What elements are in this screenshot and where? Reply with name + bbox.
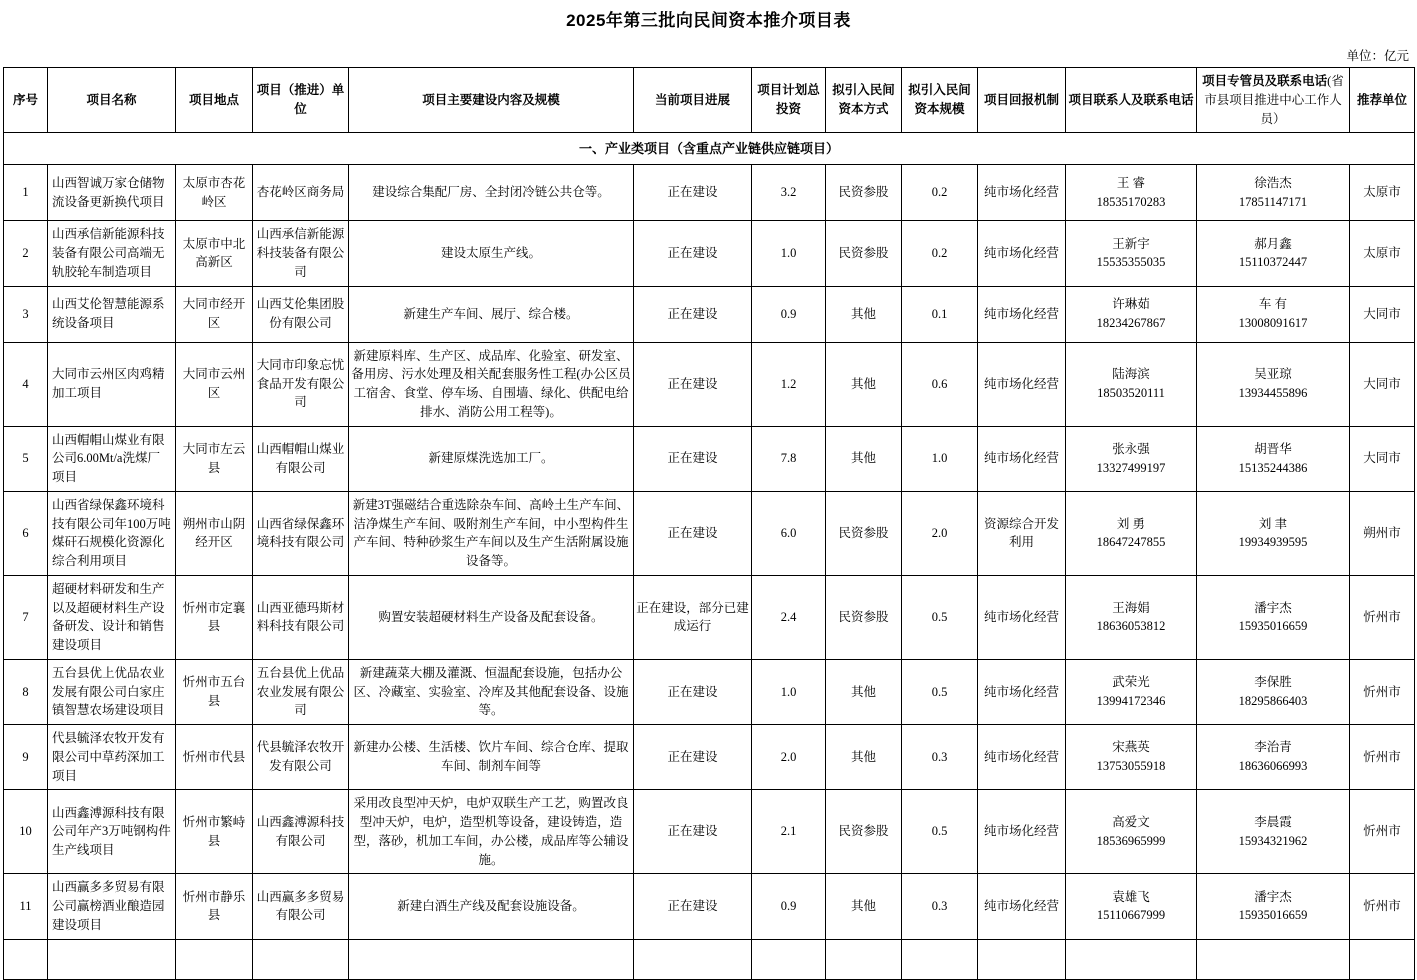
cell-unit: 山西省绿保鑫环境科技有限公司 <box>253 491 349 575</box>
cell-investment: 7.8 <box>752 426 826 491</box>
manager-phone: 13934455896 <box>1238 386 1308 400</box>
cell-unit: 山西鑫溥源科技有限公司 <box>253 790 349 874</box>
cell-contact <box>1066 426 1197 491</box>
cell-progress: 正在建设 <box>634 659 752 724</box>
unit-note: 单位：亿元 <box>1346 49 1409 63</box>
cell-progress: 正在建设 <box>634 221 752 286</box>
cell-contact <box>1066 165 1197 221</box>
cell-recommender: 忻州市 <box>1350 575 1415 659</box>
table-row <box>4 286 1415 342</box>
cell-location: 太原市杏花岭区 <box>176 165 253 221</box>
cell-progress: 正在建设 <box>634 790 752 874</box>
cell-location: 忻州市静乐县 <box>176 874 253 939</box>
manager-name: 徐浩杰 <box>1254 176 1292 190</box>
header-content: 项目主要建设内容及规模 <box>349 68 634 133</box>
manager-name: 车 有 <box>1258 297 1288 312</box>
cell-manager <box>1197 790 1350 874</box>
contact-name: 许琳茹 <box>1112 297 1150 312</box>
cell-no: 8 <box>4 659 48 724</box>
cell-name: 山西智诚万家仓储物流设备更新换代项目 <box>48 165 176 221</box>
cell-capital-scale: 0.1 <box>902 286 978 342</box>
cell-contact <box>1066 491 1197 575</box>
contact-name: 王 睿 <box>1116 176 1146 190</box>
cell-progress: 正在建设 <box>634 165 752 221</box>
cell-empty <box>634 939 752 979</box>
cell-name: 山西省绿保鑫环境科技有限公司年100万吨煤矸石规模化资源化综合利用项目 <box>48 491 176 575</box>
cell-unit: 山西承信新能源科技装备有限公司 <box>253 221 349 286</box>
cell-progress: 正在建设 <box>634 874 752 939</box>
cell-return-mechanism: 纯市场化经营 <box>978 165 1066 221</box>
cell-no: 5 <box>4 426 48 491</box>
cell-investment: 2.1 <box>752 790 826 874</box>
contact-phone: 18234267867 <box>1096 316 1166 330</box>
header-project-name: 项目名称 <box>48 68 176 133</box>
cell-recommender: 大同市 <box>1350 286 1415 342</box>
contact-name: 高爱文 <box>1112 815 1150 829</box>
manager-phone: 18636066993 <box>1238 759 1308 774</box>
cell-manager <box>1197 426 1350 491</box>
cell-capital-scale: 0.5 <box>902 790 978 874</box>
manager-phone: 15110372447 <box>1238 255 1308 270</box>
cell-return-mechanism: 纯市场化经营 <box>978 725 1066 790</box>
cell-location: 大同市左云县 <box>176 426 253 491</box>
cell-content: 新建蔬菜大棚及灌溉、恒温配套设施，包括办公区、冷藏室、实验室、冷库及其他配套设备、设施等。 <box>349 659 634 724</box>
cell-content: 新建原煤洗选加工厂。 <box>349 426 634 491</box>
cell-recommender: 太原市 <box>1350 165 1415 221</box>
table-row <box>4 165 1415 221</box>
contact-phone: 18535170283 <box>1096 194 1166 209</box>
cell-return-mechanism: 纯市场化经营 <box>978 575 1066 659</box>
cell-name: 山西艾伦智慧能源系统设备项目 <box>48 286 176 342</box>
cell-empty <box>1350 939 1415 979</box>
table-row <box>4 491 1415 575</box>
cell-content: 建设太原生产线。 <box>349 221 634 286</box>
cell-manager <box>1197 874 1350 939</box>
manager-phone: 19934939595 <box>1238 535 1308 550</box>
cell-capital-mode: 民资参股 <box>826 790 902 874</box>
manager-name: 李治青 <box>1254 740 1292 755</box>
cell-investment: 3.2 <box>752 165 826 221</box>
cell-investment: 1.2 <box>752 342 826 426</box>
cell-manager <box>1197 165 1350 221</box>
cell-capital-mode: 其他 <box>826 874 902 939</box>
cell-capital-mode: 民资参股 <box>826 221 902 286</box>
cell-unit: 杏花岭区商务局 <box>253 165 349 221</box>
cell-content: 新建生产车间、展厅、综合楼。 <box>349 286 634 342</box>
contact-phone: 13994172346 <box>1096 693 1166 708</box>
cell-unit: 大同市印象忘忧食品开发有限公司 <box>253 342 349 426</box>
header-no: 序号 <box>4 68 48 133</box>
cell-empty <box>349 939 634 979</box>
contact-name: 张永强 <box>1112 441 1150 456</box>
cell-progress: 正在建设 <box>634 725 752 790</box>
section-title: 一、产业类项目（含重点产业链供应链项目） <box>4 133 1415 165</box>
cell-content: 新建原料库、生产区、成品库、化验室、研发室、备用房、污水处理及相关配套服务性工程(办公区员工宿舍、食堂、停车场、自围墙、绿化、供配电给排水、消防公用工程等)。 <box>349 342 634 426</box>
contact-name: 陆海滨 <box>1112 367 1150 382</box>
page-title: 2025年第三批向民间资本推介项目表 <box>566 11 851 30</box>
cell-capital-scale: 0.5 <box>902 575 978 659</box>
contact-phone: 13753055918 <box>1096 759 1166 774</box>
cell-return-mechanism: 纯市场化经营 <box>978 286 1066 342</box>
manager-name: 潘宇杰 <box>1254 889 1292 904</box>
cell-investment: 6.0 <box>752 491 826 575</box>
cell-empty <box>176 939 253 979</box>
cell-return-mechanism: 纯市场化经营 <box>978 426 1066 491</box>
cell-name: 大同市云州区肉鸡精加工项目 <box>48 342 176 426</box>
cell-capital-scale: 0.3 <box>902 874 978 939</box>
cell-capital-mode: 其他 <box>826 659 902 724</box>
cell-capital-mode: 民资参股 <box>826 575 902 659</box>
cell-empty <box>752 939 826 979</box>
contact-name: 宋燕英 <box>1112 740 1150 755</box>
cell-location: 忻州市定襄县 <box>176 575 253 659</box>
manager-name: 李晨霞 <box>1254 815 1292 829</box>
cell-capital-mode: 其他 <box>826 426 902 491</box>
cell-empty <box>1066 939 1197 979</box>
table-header <box>4 68 1415 133</box>
contact-phone: 13327499197 <box>1096 460 1166 475</box>
projects-table <box>3 67 1415 980</box>
header-capital-mode: 拟引入民间资本方式 <box>826 68 902 133</box>
cell-investment: 2.0 <box>752 725 826 790</box>
cell-no: 10 <box>4 790 48 874</box>
cell-progress: 正在建设 <box>634 491 752 575</box>
cell-capital-mode: 其他 <box>826 342 902 426</box>
header-manager-note: (省市县项目推进中心工作人员） <box>1204 74 1344 126</box>
cell-contact <box>1066 342 1197 426</box>
cell-capital-scale: 0.6 <box>902 342 978 426</box>
cell-investment: 0.9 <box>752 874 826 939</box>
cell-content: 采用改良型冲天炉，电炉双联生产工艺，购置改良型冲天炉，电炉，造型机等设备，建设铸造，造型，落砂，机加工车间，办公楼，成品库等公辅设施。 <box>349 790 634 874</box>
contact-name: 王新宇 <box>1112 236 1150 251</box>
cell-recommender: 大同市 <box>1350 426 1415 491</box>
cell-recommender: 忻州市 <box>1350 874 1415 939</box>
cell-capital-scale: 2.0 <box>902 491 978 575</box>
section-row <box>4 133 1415 165</box>
contact-phone: 15110667999 <box>1096 908 1166 923</box>
cell-recommender: 大同市 <box>1350 342 1415 426</box>
cell-content: 建设综合集配厂房、全封闭冷链公共仓等。 <box>349 165 634 221</box>
cell-name: 山西赢多多贸易有限公司赢榜酒业酿造园建设项目 <box>48 874 176 939</box>
cell-return-mechanism: 纯市场化经营 <box>978 874 1066 939</box>
header-capital-scale: 拟引入民间资本规模 <box>902 68 978 133</box>
cell-capital-scale: 0.2 <box>902 221 978 286</box>
cell-unit: 山西帽帽山煤业有限公司 <box>253 426 349 491</box>
cell-empty <box>4 939 48 979</box>
cell-capital-mode: 民资参股 <box>826 165 902 221</box>
cell-capital-mode: 其他 <box>826 286 902 342</box>
header-contact: 项目联系人及联系电话 <box>1066 68 1197 133</box>
cell-no: 1 <box>4 165 48 221</box>
cell-unit: 代县毓泽农牧开发有限公司 <box>253 725 349 790</box>
contact-phone: 15535355035 <box>1096 255 1166 270</box>
cell-investment: 2.4 <box>752 575 826 659</box>
table-row <box>4 575 1415 659</box>
cell-recommender: 忻州市 <box>1350 790 1415 874</box>
header-manager <box>1197 68 1350 133</box>
cell-recommender: 朔州市 <box>1350 491 1415 575</box>
cell-return-mechanism: 资源综合开发利用 <box>978 491 1066 575</box>
manager-phone: 15935016659 <box>1238 908 1308 923</box>
table-row <box>4 342 1415 426</box>
contact-name: 刘 勇 <box>1116 516 1146 531</box>
cell-progress: 正在建设 <box>634 342 752 426</box>
cell-empty <box>48 939 176 979</box>
cell-contact <box>1066 221 1197 286</box>
cell-unit: 山西亚德玛斯材料科技有限公司 <box>253 575 349 659</box>
contact-phone: 18636053812 <box>1096 619 1166 634</box>
cell-manager <box>1197 342 1350 426</box>
cell-no: 9 <box>4 725 48 790</box>
cell-unit: 山西赢多多贸易有限公司 <box>253 874 349 939</box>
cell-unit: 五台县优上优品农业发展有限公司 <box>253 659 349 724</box>
cell-capital-scale: 0.5 <box>902 659 978 724</box>
cell-empty <box>1197 939 1350 979</box>
cell-recommender: 太原市 <box>1350 221 1415 286</box>
cell-manager <box>1197 659 1350 724</box>
cell-investment: 0.9 <box>752 286 826 342</box>
cell-capital-mode: 民资参股 <box>826 491 902 575</box>
cell-name: 山西鑫溥源科技有限公司年产3万吨钢构件生产线项目 <box>48 790 176 874</box>
manager-phone: 15135244386 <box>1238 460 1308 475</box>
cell-name: 山西承信新能源科技装备有限公司高端无轨胶轮车制造项目 <box>48 221 176 286</box>
cell-location: 大同市经开区 <box>176 286 253 342</box>
cell-contact <box>1066 874 1197 939</box>
cell-manager <box>1197 575 1350 659</box>
contact-name: 王海娟 <box>1112 600 1150 615</box>
cell-name: 山西帽帽山煤业有限公司6.00Mt/a洗煤厂项目 <box>48 426 176 491</box>
table-body <box>4 133 1415 979</box>
cell-manager <box>1197 491 1350 575</box>
cell-location: 忻州市繁峙县 <box>176 790 253 874</box>
header-unit: 项目（推进）单位 <box>253 68 349 133</box>
contact-phone: 18647247855 <box>1096 535 1166 550</box>
cell-no: 4 <box>4 342 48 426</box>
cell-return-mechanism: 纯市场化经营 <box>978 342 1066 426</box>
cell-content: 新建办公楼、生活楼、饮片车间、综合仓库、提取车间、制剂车间等 <box>349 725 634 790</box>
table-row <box>4 426 1415 491</box>
contact-phone: 18536965999 <box>1096 833 1166 848</box>
cell-capital-scale: 0.2 <box>902 165 978 221</box>
manager-phone: 17851147171 <box>1238 194 1308 209</box>
header-progress: 当前项目进展 <box>634 68 752 133</box>
cell-content: 购置安装超硬材料生产设备及配套设备。 <box>349 575 634 659</box>
cell-return-mechanism: 纯市场化经营 <box>978 790 1066 874</box>
cell-no: 3 <box>4 286 48 342</box>
cell-progress: 正在建设 <box>634 286 752 342</box>
cell-contact <box>1066 575 1197 659</box>
cell-empty <box>902 939 978 979</box>
table-row <box>4 659 1415 724</box>
manager-name: 吴亚琼 <box>1254 367 1292 382</box>
cell-empty <box>978 939 1066 979</box>
cell-name: 五台县优上优品农业发展有限公司白家庄镇智慧农场建设项目 <box>48 659 176 724</box>
contact-name: 袁雄飞 <box>1112 889 1150 904</box>
manager-phone: 13008091617 <box>1238 316 1308 330</box>
cell-location: 太原市中北高新区 <box>176 221 253 286</box>
cell-no: 6 <box>4 491 48 575</box>
cell-location: 朔州市山阴经开区 <box>176 491 253 575</box>
contact-name: 武荣光 <box>1112 675 1150 690</box>
cell-name: 超硬材料研发和生产以及超硬材料生产设备研发、设计和销售建设项目 <box>48 575 176 659</box>
cell-content: 新建白酒生产线及配套设施设备。 <box>349 874 634 939</box>
cell-return-mechanism: 纯市场化经营 <box>978 221 1066 286</box>
manager-phone: 18295866403 <box>1238 693 1308 708</box>
cell-no: 7 <box>4 575 48 659</box>
header-investment: 项目计划总投资 <box>752 68 826 133</box>
cell-manager <box>1197 221 1350 286</box>
cell-empty <box>826 939 902 979</box>
cell-contact <box>1066 659 1197 724</box>
header-manager-label: 项目专管员及联系电话 <box>1202 74 1328 88</box>
table-row <box>4 790 1415 874</box>
cell-progress: 正在建设 <box>634 426 752 491</box>
cell-recommender: 忻州市 <box>1350 725 1415 790</box>
header-row <box>4 68 1415 133</box>
cell-no: 11 <box>4 874 48 939</box>
table-row <box>4 221 1415 286</box>
cell-investment: 1.0 <box>752 221 826 286</box>
cell-contact <box>1066 790 1197 874</box>
cell-contact <box>1066 286 1197 342</box>
cell-investment: 1.0 <box>752 659 826 724</box>
cell-return-mechanism: 纯市场化经营 <box>978 659 1066 724</box>
table-row <box>4 725 1415 790</box>
cell-manager <box>1197 286 1350 342</box>
manager-name: 郝月鑫 <box>1254 236 1292 251</box>
manager-name: 胡晋华 <box>1254 441 1292 456</box>
header-recommender: 推荐单位 <box>1350 68 1415 133</box>
cell-location: 忻州市五台县 <box>176 659 253 724</box>
cell-manager <box>1197 725 1350 790</box>
manager-name: 李保胜 <box>1254 675 1292 690</box>
cell-capital-scale: 0.3 <box>902 725 978 790</box>
cell-progress: 正在建设，部分已建成运行 <box>634 575 752 659</box>
manager-name: 刘 聿 <box>1258 516 1288 531</box>
cell-no: 2 <box>4 221 48 286</box>
table-row <box>4 874 1415 939</box>
cell-location: 忻州市代县 <box>176 725 253 790</box>
cell-capital-mode: 其他 <box>826 725 902 790</box>
cell-location: 大同市云州区 <box>176 342 253 426</box>
contact-phone: 18503520111 <box>1097 386 1165 400</box>
cell-contact <box>1066 725 1197 790</box>
manager-phone: 15935016659 <box>1238 619 1308 634</box>
cell-recommender: 忻州市 <box>1350 659 1415 724</box>
header-return-mechanism: 项目回报机制 <box>978 68 1066 133</box>
cell-unit: 山西艾伦集团股份有限公司 <box>253 286 349 342</box>
cell-content: 新建3T强磁结合重选除杂车间、高岭土生产车间、洁净煤生产车间、吸附剂生产车间，中小型构件生产车间、特种砂浆生产车间以及生产生活附属设施设备等。 <box>349 491 634 575</box>
table-row-partial <box>4 939 1415 979</box>
manager-name: 潘宇杰 <box>1254 600 1292 615</box>
manager-phone: 15934321962 <box>1238 833 1308 848</box>
cell-name: 代县毓泽农牧开发有限公司中草药深加工项目 <box>48 725 176 790</box>
cell-empty <box>253 939 349 979</box>
cell-capital-scale: 1.0 <box>902 426 978 491</box>
header-location: 项目地点 <box>176 68 253 133</box>
